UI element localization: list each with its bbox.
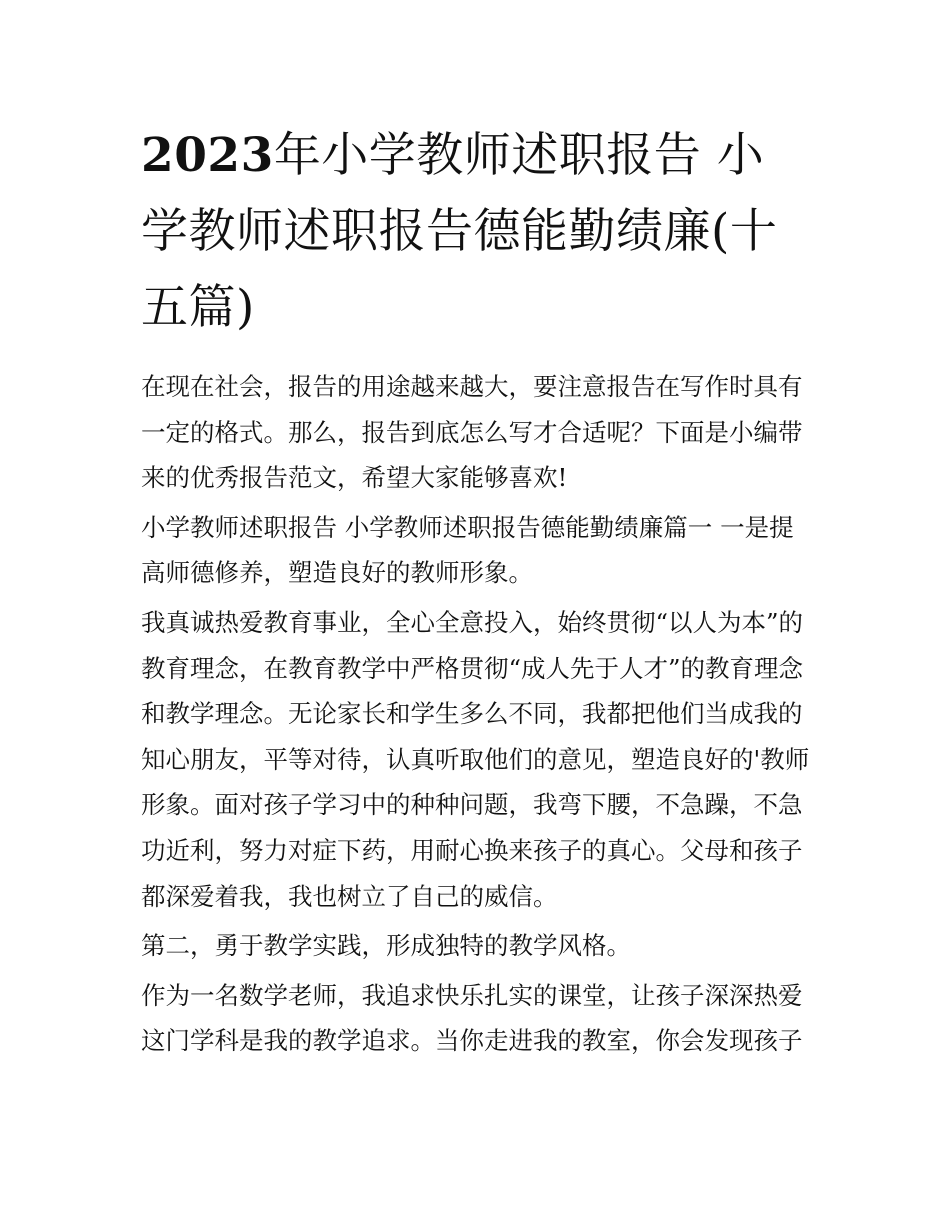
title-year: 2023 <box>141 128 274 183</box>
document-page <box>141 118 811 1064</box>
paragraph-section-two: 第二，勇于教学实践，形成独特的教学风格。 <box>141 931 631 961</box>
paragraph-intro: 在现在社会，报告的用途越来越大，要注意报告在写作时具有一定的格式。那么，报告到底怎么写才合适呢？下面是小编带来的优秀报告范文，希望大家能够喜欢! <box>141 372 803 493</box>
paragraph-math-teacher: 作为一名数学老师，我追求快乐扎实的课堂，让孩子深深热爱这门学科是我的教学追求。当你走进我的教室，你会发现孩子 <box>141 980 803 1056</box>
paragraph-teacher-ethics: 我真诚热爱教育事业，全心全意投入，始终贯彻“以人为本”的教育理念，在教育教学中严格贯彻“成人先于人才”的教育理念和教学理念。无论家长和学生多么不同，我都把他们当成我的知心朋友，平等对待，认真听取他们的意见，塑造良好的'教师形象。面对孩子学习中的种种问题，我弯下腰，不急躁，不急功近利，努力对症下药，用耐心换来孩子的真心。父母和孩子都深爱着我，我也树立了自己的威信。 <box>141 607 810 911</box>
paragraph-section-one: 小学教师述职报告 小学教师述职报告德能勤绩廉篇一 一是提高师德修养，塑造良好的教师形象。 <box>141 512 794 588</box>
document-body <box>141 364 811 1064</box>
document-title <box>141 118 811 346</box>
title-text: 年小学教师述职报告 小学教师述职报告德能勤绩廉(十五篇) <box>141 128 778 335</box>
